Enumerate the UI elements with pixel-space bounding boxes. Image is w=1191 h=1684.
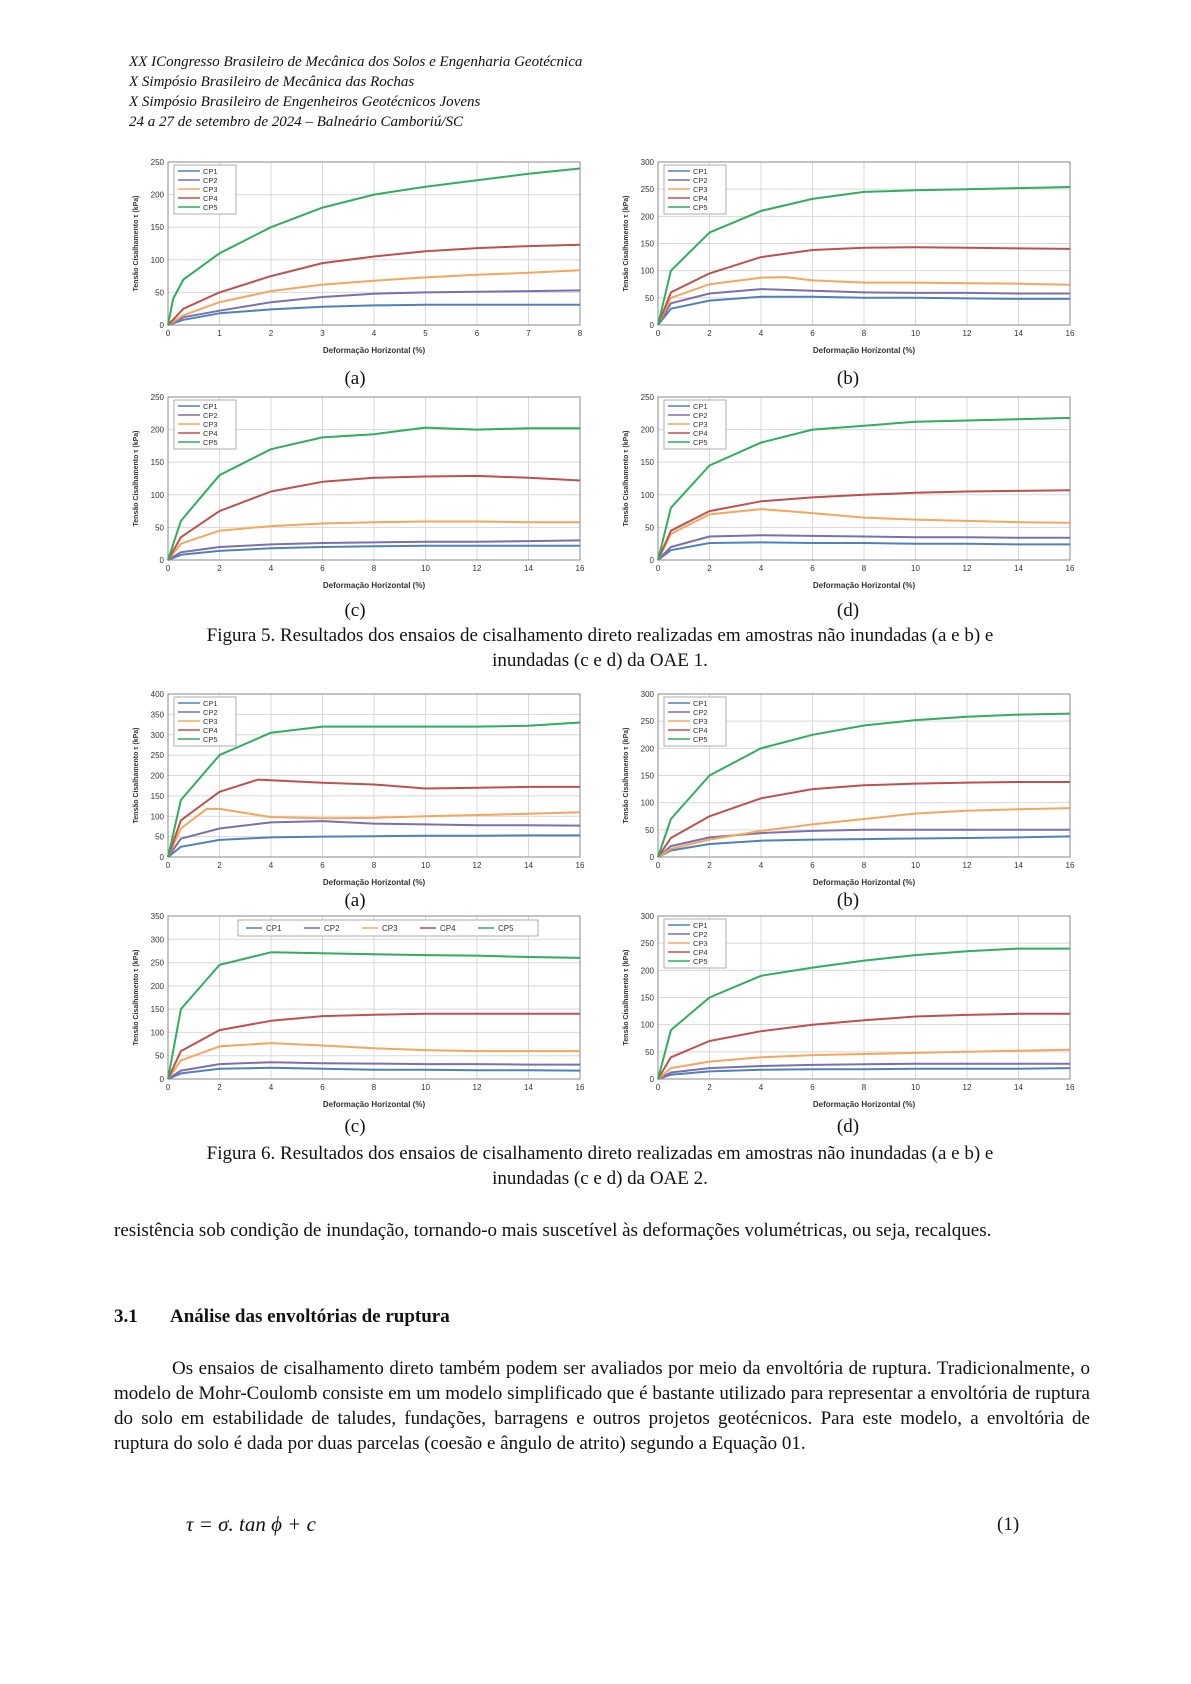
x-axis-label: Deformação Horizontal (%) <box>812 1100 916 1109</box>
y-tick-label: 200 <box>640 425 654 435</box>
x-tick-label: 4 <box>758 329 764 338</box>
x-tick-label: 3 <box>320 329 325 338</box>
y-axis-label: Tensão Cisalhamento τ (kPa) <box>133 195 140 292</box>
legend-label: CP1 <box>693 921 708 930</box>
x-tick-label: 6 <box>474 329 480 338</box>
legend-label: CP2 <box>324 924 340 933</box>
y-axis-label: Tensão Cisalhamento τ (kPa) <box>623 195 630 292</box>
x-tick-label: 4 <box>268 861 274 870</box>
x-tick-label: 12 <box>962 564 972 573</box>
x-tick-label: 0 <box>165 564 171 573</box>
x-tick-label: 1 <box>217 329 222 338</box>
x-tick-label: 0 <box>165 1083 171 1092</box>
legend-label: CP4 <box>203 429 218 438</box>
y-tick-label: 200 <box>150 981 164 991</box>
legend-label: CP4 <box>693 948 708 957</box>
y-axis-label: Tensão Cisalhamento τ (kPa) <box>133 727 140 824</box>
x-tick-label: 16 <box>575 861 585 870</box>
x-axis-label: Deformação Horizontal (%) <box>812 878 916 887</box>
y-tick-label: 0 <box>159 853 164 862</box>
x-tick-label: 2 <box>707 564 712 573</box>
x-axis-label: Deformação Horizontal (%) <box>322 581 426 590</box>
y-axis-label: Tensão Cisalhamento τ (kPa) <box>623 949 630 1046</box>
x-tick-label: 4 <box>268 564 274 573</box>
legend-label: CP2 <box>203 411 218 420</box>
legend-label: CP2 <box>693 411 708 420</box>
y-tick-label: 50 <box>155 1051 164 1061</box>
x-tick-label: 16 <box>1065 1083 1075 1092</box>
x-tick-label: 12 <box>472 564 482 573</box>
x-tick-label: 2 <box>707 861 712 870</box>
x-tick-label: 6 <box>320 861 325 870</box>
y-tick-label: 350 <box>150 912 164 921</box>
legend-label: CP1 <box>693 167 708 176</box>
legend-label: CP3 <box>693 939 708 948</box>
legend-label: CP2 <box>693 930 708 939</box>
x-axis-label: Deformação Horizontal (%) <box>812 581 916 590</box>
x-tick-label: 2 <box>707 1083 712 1092</box>
y-tick-label: 250 <box>640 393 654 402</box>
y-tick-label: 250 <box>640 939 654 949</box>
y-tick-label: 300 <box>640 158 654 167</box>
legend-label: CP5 <box>203 438 218 447</box>
x-tick-label: 16 <box>1065 329 1075 338</box>
x-tick-label: 4 <box>758 861 764 870</box>
y-tick-label: 0 <box>649 556 654 565</box>
equation-number: (1) <box>997 1514 1020 1535</box>
x-tick-label: 12 <box>962 329 972 338</box>
legend-label: CP1 <box>203 699 218 708</box>
x-tick-label: 2 <box>268 329 274 338</box>
x-tick-label: 8 <box>861 861 867 870</box>
y-tick-label: 200 <box>640 744 654 754</box>
caption-line: Figura 6. Resultados dos ensaios de cisalhamento direto realizadas em amostras não inundadas (a e b) e <box>206 1143 994 1164</box>
panel-label-b: (b) <box>836 368 860 389</box>
figure5-caption <box>100 623 1100 673</box>
y-tick-label: 100 <box>150 812 164 822</box>
y-tick-label: 100 <box>150 1028 164 1038</box>
legend-label: CP3 <box>203 717 218 726</box>
y-tick-label: 150 <box>640 993 654 1003</box>
y-axis-label: Tensão Cisalhamento τ (kPa) <box>133 949 140 1046</box>
chart-f5b <box>618 158 1078 363</box>
legend-label: CP2 <box>203 708 218 717</box>
x-tick-label: 2 <box>217 564 222 573</box>
legend-label: CP4 <box>693 194 708 203</box>
y-tick-label: 200 <box>150 425 164 435</box>
x-tick-label: 8 <box>861 329 867 338</box>
section-heading <box>114 1306 450 1328</box>
x-tick-label: 8 <box>861 1083 867 1092</box>
x-tick-label: 6 <box>810 861 815 870</box>
x-tick-label: 2 <box>217 861 222 870</box>
y-tick-label: 150 <box>640 239 654 249</box>
legend-label: CP4 <box>693 429 708 438</box>
legend-label: CP5 <box>203 203 218 212</box>
legend-label: CP3 <box>693 717 708 726</box>
legend-label: CP1 <box>693 402 708 411</box>
x-tick-label: 0 <box>165 861 171 870</box>
x-tick-label: 10 <box>911 564 920 573</box>
x-tick-label: 4 <box>758 1083 764 1092</box>
figure6-caption <box>100 1141 1100 1191</box>
y-tick-label: 150 <box>150 791 164 801</box>
legend-label: CP1 <box>203 167 218 176</box>
x-tick-label: 6 <box>320 564 325 573</box>
x-tick-label: 14 <box>524 861 533 870</box>
x-tick-label: 8 <box>371 564 377 573</box>
y-tick-label: 100 <box>640 266 654 276</box>
chart-f6b <box>618 690 1078 895</box>
panel-label-d: (d) <box>836 1116 860 1137</box>
conference-header <box>129 52 582 132</box>
x-axis-label: Deformação Horizontal (%) <box>812 346 916 355</box>
y-tick-label: 250 <box>150 751 164 761</box>
legend-label: CP1 <box>266 924 282 933</box>
x-tick-label: 0 <box>655 1083 661 1092</box>
y-tick-label: 150 <box>150 223 164 233</box>
x-tick-label: 0 <box>655 564 661 573</box>
y-tick-label: 350 <box>150 710 164 720</box>
y-tick-label: 0 <box>649 1075 654 1084</box>
y-tick-label: 50 <box>645 293 654 303</box>
y-tick-label: 250 <box>640 717 654 727</box>
y-tick-label: 100 <box>640 490 654 500</box>
x-tick-label: 0 <box>655 329 661 338</box>
legend-label: CP3 <box>203 420 218 429</box>
header-line: 24 a 27 de setembro de 2024 – Balneário Camboriú/SC <box>129 114 464 130</box>
x-tick-label: 8 <box>371 861 377 870</box>
y-axis-label: Tensão Cisalhamento τ (kPa) <box>623 727 630 824</box>
y-tick-label: 150 <box>640 458 654 468</box>
x-tick-label: 12 <box>962 1083 972 1092</box>
x-tick-label: 6 <box>810 1083 815 1092</box>
x-tick-label: 16 <box>1065 564 1075 573</box>
y-tick-label: 300 <box>150 730 164 740</box>
x-axis-label: Deformação Horizontal (%) <box>322 878 426 887</box>
x-tick-label: 2 <box>217 1083 222 1092</box>
y-tick-label: 100 <box>640 1020 654 1030</box>
chart-f6c <box>128 912 588 1117</box>
y-tick-label: 50 <box>645 825 654 835</box>
y-tick-label: 300 <box>640 690 654 699</box>
x-tick-label: 14 <box>524 564 533 573</box>
chart-f6a <box>128 690 588 895</box>
legend-label: CP4 <box>440 924 456 933</box>
y-tick-label: 250 <box>640 185 654 195</box>
x-tick-label: 5 <box>423 329 428 338</box>
legend-label: CP5 <box>498 924 514 933</box>
y-tick-label: 250 <box>150 393 164 402</box>
y-tick-label: 50 <box>645 523 654 533</box>
y-tick-label: 400 <box>150 690 164 699</box>
y-tick-label: 150 <box>150 458 164 468</box>
x-tick-label: 14 <box>1014 329 1023 338</box>
legend-label: CP1 <box>693 699 708 708</box>
y-tick-label: 250 <box>150 158 164 167</box>
legend-label: CP2 <box>693 708 708 717</box>
legend-label: CP3 <box>382 924 398 933</box>
x-tick-label: 4 <box>268 1083 274 1092</box>
chart-f5d <box>618 393 1078 598</box>
y-tick-label: 50 <box>155 288 164 298</box>
panel-label-b: (b) <box>836 890 860 911</box>
y-tick-label: 200 <box>150 771 164 781</box>
x-tick-label: 10 <box>911 329 920 338</box>
x-tick-label: 0 <box>165 329 171 338</box>
header-line: XX ICongresso Brasileiro de Mecânica dos Solos e Engenharia Geotécnica <box>129 54 583 70</box>
x-tick-label: 14 <box>524 1083 533 1092</box>
y-tick-label: 150 <box>150 1005 164 1015</box>
header-line: X Simpósio Brasileiro de Engenheiros Geotécnicos Jovens <box>129 94 481 110</box>
y-tick-label: 0 <box>649 321 654 330</box>
x-tick-label: 4 <box>758 564 764 573</box>
y-tick-label: 100 <box>150 490 164 500</box>
legend-label: CP3 <box>693 185 708 194</box>
y-tick-label: 0 <box>159 556 164 565</box>
x-tick-label: 6 <box>810 329 815 338</box>
header-line: X Simpósio Brasileiro de Mecânica das Rochas <box>129 74 415 90</box>
caption-line: inundadas (c e d) da OAE 1. <box>492 650 708 671</box>
legend-label: CP4 <box>693 726 708 735</box>
legend-label: CP3 <box>693 420 708 429</box>
panel-label-c: (c) <box>344 600 366 621</box>
x-tick-label: 4 <box>371 329 377 338</box>
panel-label-a: (a) <box>344 368 366 389</box>
x-tick-label: 10 <box>421 1083 430 1092</box>
chart-f5c <box>128 393 588 598</box>
body-paragraph <box>114 1356 1090 1456</box>
x-tick-label: 10 <box>911 1083 920 1092</box>
caption-line: inundadas (c e d) da OAE 2. <box>492 1168 708 1189</box>
x-tick-label: 2 <box>707 329 712 338</box>
y-tick-label: 250 <box>150 958 164 968</box>
panel-label-d: (d) <box>836 600 860 621</box>
x-tick-label: 7 <box>526 329 531 338</box>
paragraph-text: Os ensaios de cisalhamento direto também podem ser avaliados por meio da envoltória de ruptura. Tradicionalmente, o modelo de Mohr-Coulomb consiste em um modelo simplificado que é bastante utilizado para representar a envoltória de ruptura do solo em estabilidade de taludes, fundações, barragens e outros projetos geotécnicos. Para este modelo, a envoltória de ruptura do solo é dada por duas parcelas (coesão e ângulo de atrito) segundo a Equação 01. <box>114 1358 1090 1454</box>
legend-label: CP5 <box>693 735 708 744</box>
x-tick-label: 10 <box>421 564 430 573</box>
legend-label: CP5 <box>693 438 708 447</box>
x-tick-label: 8 <box>577 329 583 338</box>
x-tick-label: 6 <box>810 564 815 573</box>
x-axis-label: Deformação Horizontal (%) <box>322 346 426 355</box>
x-tick-label: 12 <box>472 861 482 870</box>
chart-f6d <box>618 912 1078 1117</box>
legend-label: CP1 <box>203 402 218 411</box>
x-tick-label: 14 <box>1014 1083 1023 1092</box>
y-tick-label: 0 <box>159 1075 164 1084</box>
legend-label: CP3 <box>203 185 218 194</box>
panel-label-c: (c) <box>344 1116 366 1137</box>
y-tick-label: 100 <box>640 798 654 808</box>
y-tick-label: 200 <box>640 966 654 976</box>
panel-label-a: (a) <box>344 890 366 911</box>
legend-label: CP4 <box>203 726 218 735</box>
y-tick-label: 300 <box>640 912 654 921</box>
y-tick-label: 50 <box>155 523 164 533</box>
y-tick-label: 50 <box>645 1047 654 1057</box>
body-paragraph: resistência sob condição de inundação, tornando-o mais suscetível às deformações volumétricas, ou seja, recalques. <box>114 1220 992 1241</box>
legend-label: CP2 <box>693 176 708 185</box>
x-tick-label: 10 <box>911 861 920 870</box>
x-tick-label: 10 <box>421 861 430 870</box>
x-axis-label: Deformação Horizontal (%) <box>322 1100 426 1109</box>
legend-label: CP5 <box>693 203 708 212</box>
x-tick-label: 6 <box>320 1083 325 1092</box>
x-tick-label: 14 <box>1014 564 1023 573</box>
y-tick-label: 0 <box>159 321 164 330</box>
y-tick-label: 150 <box>640 771 654 781</box>
legend-label: CP5 <box>693 957 708 966</box>
x-tick-label: 0 <box>655 861 661 870</box>
y-axis-label: Tensão Cisalhamento τ (kPa) <box>133 430 140 527</box>
caption-line: Figura 5. Resultados dos ensaios de cisalhamento direto realizadas em amostras não inundadas (a e b) e <box>206 625 994 646</box>
x-tick-label: 8 <box>371 1083 377 1092</box>
legend-label: CP2 <box>203 176 218 185</box>
y-tick-label: 50 <box>155 832 164 842</box>
y-tick-label: 200 <box>150 190 164 200</box>
x-tick-label: 16 <box>575 1083 585 1092</box>
chart-f5a <box>128 158 588 363</box>
section-title: Análise das envoltórias de ruptura <box>170 1306 450 1327</box>
y-axis-label: Tensão Cisalhamento τ (kPa) <box>623 430 630 527</box>
x-tick-label: 14 <box>1014 861 1023 870</box>
x-tick-label: 16 <box>575 564 585 573</box>
y-tick-label: 200 <box>640 212 654 222</box>
section-number: 3.1 <box>114 1306 138 1327</box>
y-tick-label: 100 <box>150 255 164 265</box>
x-tick-label: 8 <box>861 564 867 573</box>
x-tick-label: 16 <box>1065 861 1075 870</box>
y-tick-label: 0 <box>649 853 654 862</box>
equation: τ = σ. tan ϕ + c <box>186 1512 316 1536</box>
y-tick-label: 300 <box>150 935 164 945</box>
x-tick-label: 12 <box>472 1083 482 1092</box>
legend-label: CP5 <box>203 735 218 744</box>
x-tick-label: 12 <box>962 861 972 870</box>
legend-label: CP4 <box>203 194 218 203</box>
